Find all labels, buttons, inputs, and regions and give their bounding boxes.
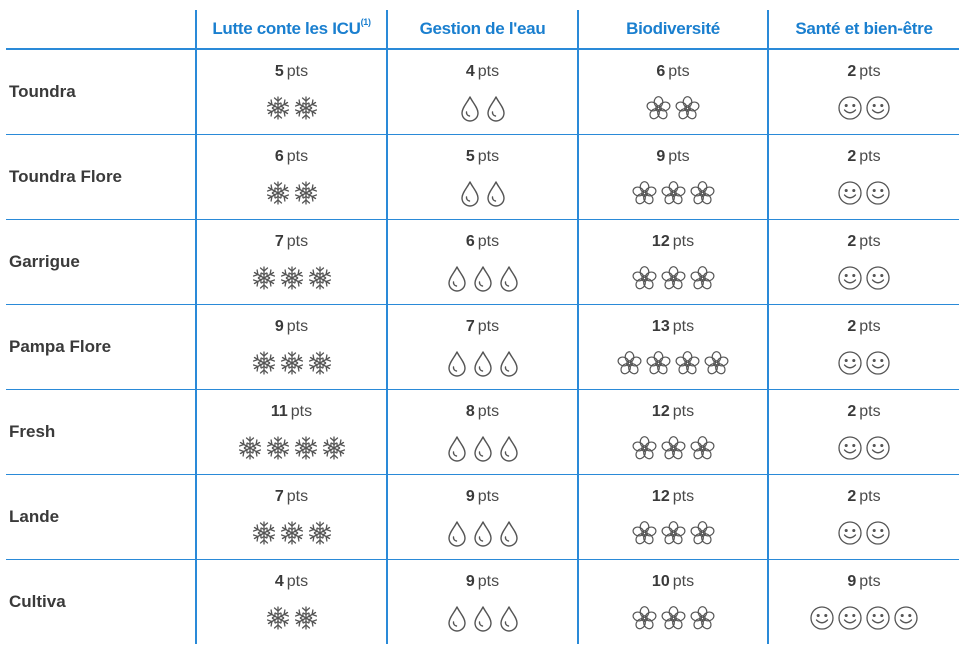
score-unit: pts — [859, 488, 881, 505]
score-cell-health — [768, 135, 959, 220]
score-points — [197, 318, 386, 336]
score-icons — [197, 179, 386, 207]
score-cell-health — [768, 49, 959, 135]
snowflake-icon — [265, 435, 291, 461]
score-unit: pts — [672, 233, 695, 250]
droplet-icon — [445, 264, 469, 292]
flower-icon — [631, 265, 658, 292]
score-unit: pts — [286, 573, 309, 590]
score-unit: pts — [286, 318, 309, 335]
smiley-icon — [865, 605, 891, 631]
score-points — [579, 488, 767, 506]
score-unit: pts — [290, 403, 313, 420]
score-icons — [769, 264, 959, 292]
score-cell-biodiversity — [578, 135, 768, 220]
header-health-label: Santé et bien-être — [795, 19, 933, 38]
snowflake-icon — [307, 520, 333, 546]
flower-icon — [660, 180, 687, 207]
droplet-icon — [497, 519, 521, 547]
score-value: 7 — [465, 318, 475, 335]
score-icons — [388, 519, 577, 547]
flower-icon — [660, 605, 687, 632]
smiley-icon — [837, 435, 863, 461]
score-points — [769, 318, 959, 336]
score-unit: pts — [477, 148, 500, 165]
header-icu-footnote: (1) — [360, 17, 371, 27]
score-icons — [769, 604, 959, 632]
score-points — [388, 488, 577, 506]
droplet-icon — [445, 604, 469, 632]
score-cell-health — [768, 390, 959, 475]
score-points — [579, 63, 767, 81]
droplet-icon — [445, 519, 469, 547]
droplet-icon — [484, 179, 508, 207]
row-label: Garrigue — [6, 220, 196, 305]
score-cell-water — [387, 305, 578, 390]
table-row — [6, 49, 959, 135]
score-cell-icu — [196, 135, 387, 220]
score-value: 12 — [651, 403, 670, 420]
table-row — [6, 220, 959, 305]
score-icons — [388, 434, 577, 462]
header-icu — [196, 10, 387, 49]
snowflake-icon — [279, 520, 305, 546]
score-unit: pts — [668, 63, 690, 80]
score-unit: pts — [477, 488, 500, 505]
score-value: 2 — [847, 488, 857, 505]
score-cell-icu — [196, 305, 387, 390]
flower-icon — [645, 95, 672, 122]
snowflake-icon — [293, 435, 319, 461]
flower-icon — [674, 350, 701, 377]
flower-icon — [660, 265, 687, 292]
score-icons — [388, 349, 577, 377]
score-points — [197, 403, 386, 421]
score-points — [769, 148, 959, 166]
snowflake-icon — [321, 435, 347, 461]
score-icons — [579, 604, 767, 632]
score-unit: pts — [672, 318, 695, 335]
row-label: Toundra — [6, 49, 196, 135]
score-points — [388, 233, 577, 251]
score-cell-water — [387, 220, 578, 305]
score-unit: pts — [477, 233, 500, 250]
table-row — [6, 305, 959, 390]
header-health — [768, 10, 959, 49]
score-cell-biodiversity — [578, 305, 768, 390]
droplet-icon — [497, 604, 521, 632]
score-cell-health — [768, 475, 959, 560]
flower-icon — [631, 605, 658, 632]
score-cell-biodiversity — [578, 390, 768, 475]
score-icons — [388, 264, 577, 292]
score-icons — [579, 264, 767, 292]
score-points — [769, 573, 959, 591]
snowflake-icon — [307, 350, 333, 376]
score-icons — [579, 349, 767, 377]
score-value: 6 — [465, 233, 475, 250]
score-unit: pts — [477, 318, 500, 335]
smiley-icon — [837, 350, 863, 376]
score-points — [388, 63, 577, 81]
score-value: 11 — [270, 403, 288, 420]
score-points — [388, 148, 577, 166]
snowflake-icon — [251, 350, 277, 376]
smiley-icon — [865, 435, 891, 461]
smiley-icon — [865, 350, 891, 376]
score-icons — [769, 434, 959, 462]
table-row — [6, 475, 959, 560]
score-value: 9 — [465, 488, 475, 505]
score-icons — [769, 349, 959, 377]
score-value: 2 — [847, 233, 857, 250]
snowflake-icon — [237, 435, 263, 461]
header-water-label: Gestion de l'eau — [419, 19, 546, 38]
score-unit: pts — [672, 403, 695, 420]
score-icons — [197, 94, 386, 122]
header-biodiversity-label: Biodiversité — [626, 19, 720, 38]
score-icons — [197, 519, 386, 547]
score-points — [579, 573, 767, 591]
header-blank-cell — [6, 10, 196, 49]
row-label: Fresh — [6, 390, 196, 475]
score-value: 9 — [656, 148, 666, 165]
flower-icon — [703, 350, 730, 377]
flower-icon — [645, 350, 672, 377]
score-unit: pts — [477, 63, 500, 80]
score-points — [197, 63, 386, 81]
row-label: Pampa Flore — [6, 305, 196, 390]
score-icons — [769, 94, 959, 122]
score-cell-biodiversity — [578, 220, 768, 305]
score-icons — [388, 94, 577, 122]
smiley-icon — [837, 95, 863, 121]
smiley-icon — [837, 605, 863, 631]
flower-icon — [660, 520, 687, 547]
score-points — [197, 488, 386, 506]
score-cell-water — [387, 390, 578, 475]
snowflake-icon — [265, 95, 291, 121]
flower-icon — [674, 95, 701, 122]
score-cell-icu — [196, 49, 387, 135]
score-points — [579, 148, 767, 166]
score-points — [388, 318, 577, 336]
row-label: Lande — [6, 475, 196, 560]
score-value: 8 — [465, 403, 475, 420]
row-label: Cultiva — [9, 592, 66, 611]
droplet-icon — [471, 434, 495, 462]
score-value: 12 — [651, 488, 670, 505]
score-cell-water — [387, 475, 578, 560]
smiley-icon — [837, 520, 863, 546]
score-cell-biodiversity — [578, 475, 768, 560]
score-value: 5 — [465, 148, 475, 165]
score-cell-health — [768, 305, 959, 390]
droplet-icon — [471, 519, 495, 547]
score-cell-water — [387, 560, 578, 645]
score-icons — [579, 434, 767, 462]
score-value: 12 — [651, 233, 670, 250]
flower-icon — [689, 180, 716, 207]
score-value: 6 — [274, 148, 284, 165]
droplet-icon — [458, 94, 482, 122]
score-points — [769, 403, 959, 421]
smiley-icon — [893, 605, 919, 631]
score-cell-health — [768, 560, 959, 645]
score-unit: pts — [286, 148, 309, 165]
snowflake-icon — [251, 520, 277, 546]
snowflake-icon — [279, 350, 305, 376]
score-points — [579, 318, 767, 336]
droplet-icon — [458, 179, 482, 207]
snowflake-icon — [293, 180, 319, 206]
scores-table — [6, 10, 959, 644]
score-cell-water — [387, 135, 578, 220]
table-header — [6, 10, 959, 49]
flower-icon — [689, 520, 716, 547]
score-points — [579, 403, 767, 421]
score-unit: pts — [859, 148, 881, 165]
score-value: 2 — [847, 403, 857, 420]
score-value: 4 — [465, 63, 475, 80]
score-points — [197, 573, 386, 591]
score-unit: pts — [859, 318, 881, 335]
score-points — [197, 148, 386, 166]
score-cell-health — [768, 220, 959, 305]
score-points — [579, 233, 767, 251]
score-value: 9 — [274, 318, 284, 335]
score-value: 5 — [274, 63, 284, 80]
snowflake-icon — [265, 180, 291, 206]
score-cell-icu — [196, 220, 387, 305]
score-value: 7 — [274, 488, 284, 505]
score-points — [388, 403, 577, 421]
flower-icon — [631, 520, 658, 547]
score-unit: pts — [859, 403, 881, 420]
smiley-icon — [865, 265, 891, 291]
score-unit: pts — [672, 488, 695, 505]
table-body — [6, 49, 959, 644]
droplet-icon — [471, 349, 495, 377]
score-points — [769, 63, 959, 81]
table-row — [6, 135, 959, 220]
score-icons — [197, 434, 386, 462]
droplet-icon — [471, 264, 495, 292]
score-cell-water — [387, 49, 578, 135]
snowflake-icon — [293, 605, 319, 631]
score-unit: pts — [477, 573, 500, 590]
flower-icon — [660, 435, 687, 462]
header-water — [387, 10, 578, 49]
score-unit: pts — [286, 488, 309, 505]
droplet-icon — [497, 349, 521, 377]
score-cell-icu — [196, 560, 387, 645]
smiley-icon — [809, 605, 835, 631]
flower-icon — [631, 180, 658, 207]
score-cell-icu — [196, 390, 387, 475]
droplet-icon — [484, 94, 508, 122]
score-value: 2 — [847, 63, 857, 80]
table-row — [6, 390, 959, 475]
score-value: 7 — [274, 233, 284, 250]
smiley-icon — [865, 95, 891, 121]
flower-icon — [631, 435, 658, 462]
smiley-icon — [865, 180, 891, 206]
table-row — [6, 560, 959, 645]
row-label: Toundra Flore — [6, 135, 196, 220]
snowflake-icon — [307, 265, 333, 291]
flower-icon — [689, 435, 716, 462]
droplet-icon — [497, 434, 521, 462]
flower-icon — [689, 605, 716, 632]
score-value: 13 — [651, 318, 670, 335]
flower-icon — [616, 350, 643, 377]
score-icons — [197, 264, 386, 292]
score-unit: pts — [286, 233, 309, 250]
score-cell-icu — [196, 475, 387, 560]
smiley-icon — [865, 520, 891, 546]
droplet-icon — [445, 349, 469, 377]
smiley-icon — [837, 265, 863, 291]
score-icons — [769, 519, 959, 547]
score-icons — [388, 604, 577, 632]
snowflake-icon — [279, 265, 305, 291]
smiley-icon — [837, 180, 863, 206]
droplet-icon — [445, 434, 469, 462]
score-icons — [197, 349, 386, 377]
score-value: 9 — [465, 573, 475, 590]
score-value: 9 — [847, 573, 857, 590]
score-icons — [388, 179, 577, 207]
score-cell-biodiversity — [578, 49, 768, 135]
header-icu-label: Lutte conte les ICU — [212, 19, 361, 38]
score-value: 2 — [847, 148, 857, 165]
snowflake-icon — [265, 605, 291, 631]
score-unit: pts — [672, 573, 695, 590]
score-points — [769, 233, 959, 251]
score-icons — [579, 519, 767, 547]
score-points — [769, 488, 959, 506]
flower-icon — [689, 265, 716, 292]
score-unit: pts — [859, 573, 881, 590]
score-icons — [579, 94, 767, 122]
score-value: 2 — [847, 318, 857, 335]
droplet-icon — [471, 604, 495, 632]
score-value: 6 — [656, 63, 666, 80]
header-biodiversity — [578, 10, 768, 49]
score-points — [197, 233, 386, 251]
score-unit: pts — [859, 233, 881, 250]
score-icons — [769, 179, 959, 207]
score-unit: pts — [286, 63, 309, 80]
score-value: 4 — [274, 573, 284, 590]
snowflake-icon — [293, 95, 319, 121]
score-unit: pts — [477, 403, 500, 420]
score-points — [388, 573, 577, 591]
score-unit: pts — [668, 148, 690, 165]
score-icons — [579, 179, 767, 207]
score-value: 10 — [651, 573, 670, 590]
score-cell-biodiversity — [578, 560, 768, 645]
droplet-icon — [497, 264, 521, 292]
score-icons — [197, 604, 386, 632]
score-unit: pts — [859, 63, 881, 80]
snowflake-icon — [251, 265, 277, 291]
